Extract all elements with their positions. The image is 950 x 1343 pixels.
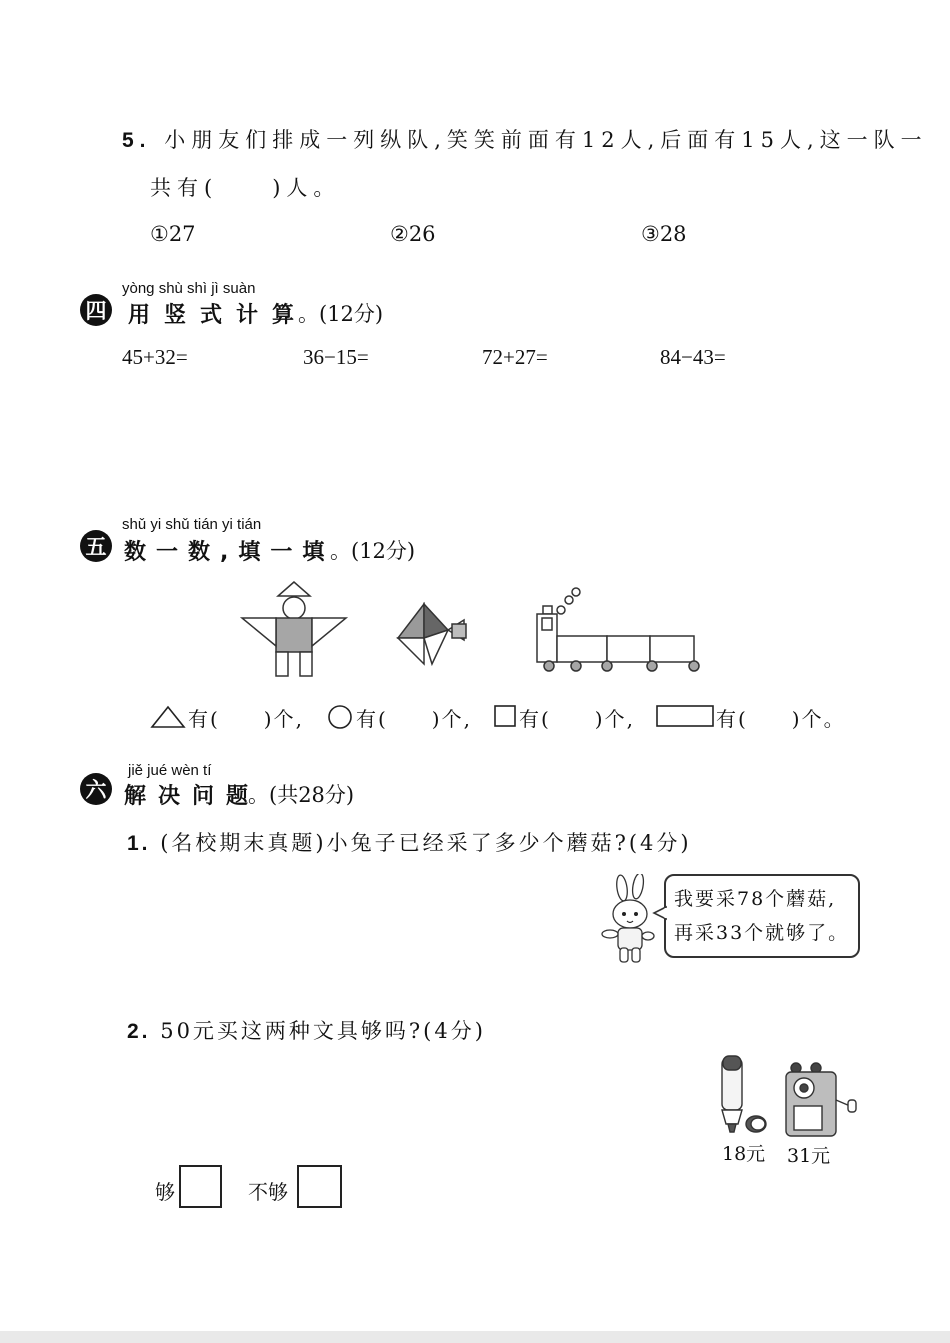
q5-line2: 共有( )人。 — [150, 176, 341, 200]
problem1-line — [127, 827, 692, 857]
shape-count-row — [150, 703, 870, 731]
bubble-line1: 我要采78个蘑菇, — [674, 888, 837, 910]
circle-count: 有( )个, — [356, 707, 472, 731]
enough-checkbox[interactable] — [179, 1165, 222, 1208]
price-sharpener: 31元 — [787, 1145, 831, 1167]
marker-pen-icon — [712, 1052, 774, 1136]
pencil-sharpener-icon — [782, 1060, 860, 1140]
rectangle-icon — [655, 704, 715, 728]
triangle-icon — [150, 705, 186, 729]
calc-problem-2: 36−15= — [303, 345, 369, 369]
square-icon — [493, 704, 517, 728]
triangle-count: 有( )个, — [188, 707, 304, 731]
robot-figure — [242, 582, 346, 676]
section5-title: 数一数,填一填 — [124, 540, 335, 565]
calc-problem-1: 45+32= — [122, 345, 188, 369]
problem2-number: 2. — [127, 1020, 151, 1043]
section5-badge: 五 — [80, 530, 112, 562]
rectangle-count: 有( )个。 — [716, 707, 846, 731]
section6-pinyin: jiě jué wèn tí — [128, 762, 212, 779]
section6-badge: 六 — [80, 773, 112, 805]
q5-option-1: ①27 — [150, 222, 196, 246]
bubble-tail — [652, 905, 668, 921]
section6-title: 解决问题 — [124, 784, 261, 809]
section5-score: 。(12分) — [330, 539, 416, 563]
not-enough-label: 不够 — [248, 1180, 288, 1204]
q5-option-3: ③28 — [641, 222, 687, 246]
problem2-line — [127, 1015, 486, 1045]
page-footer-strip — [0, 1331, 950, 1343]
problem1-text: (名校期末真题)小兔子已经采了多少个蘑菇?(4分) — [160, 831, 692, 855]
calc-problem-3: 72+27= — [482, 345, 548, 369]
section5-pinyin: shǔ yi shǔ tián yi tián — [122, 516, 262, 533]
q5-text-line1: 小朋友们排成一列纵队,笑笑前面有12人,后面有15人,这一队一 — [164, 128, 928, 152]
section4-badge: 四 — [80, 294, 112, 326]
problem2-text: 50元买这两种文具够吗?(4分) — [160, 1019, 486, 1043]
section4-pinyin: yòng shù shì jì suàn — [122, 280, 256, 297]
problem1-number: 1. — [127, 832, 151, 855]
bubble-line2: 再采33个就够了。 — [674, 922, 850, 944]
fish-figure — [398, 604, 466, 664]
enough-label: 够 — [155, 1180, 175, 1204]
square-count: 有( )个, — [519, 707, 635, 731]
q5-option-2: ②26 — [390, 222, 436, 246]
price-marker: 18元 — [722, 1143, 766, 1165]
section6-score: 。(共28分) — [248, 783, 355, 807]
q5-line1 — [122, 124, 928, 154]
section4-score: 。(12分) — [298, 302, 384, 326]
q5-number: 5. — [122, 129, 152, 152]
section4-title: 用竖式计算 — [128, 303, 309, 328]
train-figure — [537, 588, 699, 671]
not-enough-checkbox[interactable] — [297, 1165, 342, 1208]
shape-figures — [238, 580, 708, 680]
speech-bubble — [664, 874, 860, 958]
calc-problem-4: 84−43= — [660, 345, 726, 369]
circle-icon — [326, 704, 354, 730]
